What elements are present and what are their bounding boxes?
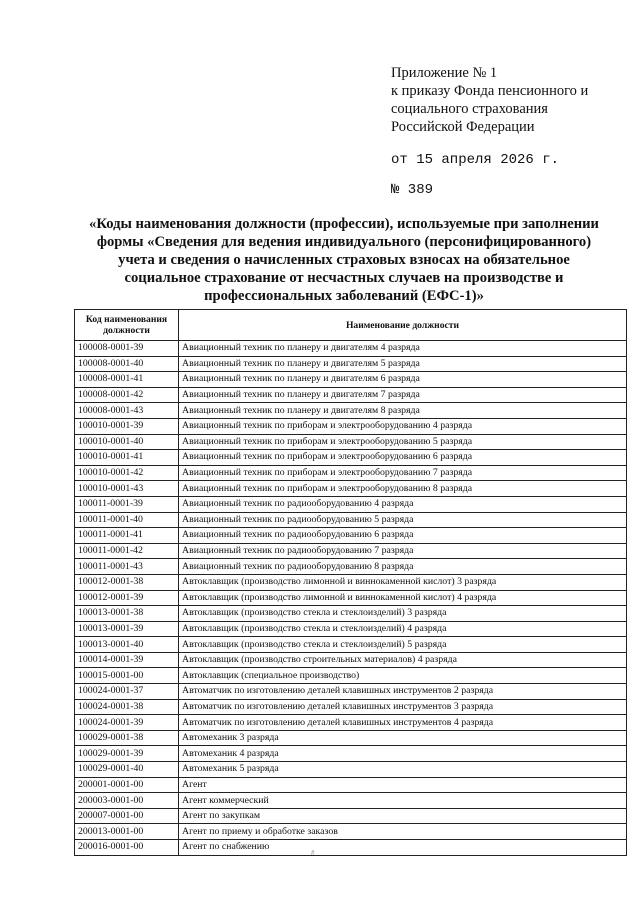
appendix-block [391, 64, 631, 136]
appendix-line: Приложение № 1 [391, 65, 498, 81]
table-row [75, 762, 627, 778]
code-cell: 100013-0001-40 [75, 637, 179, 653]
code-cell: 100011-0001-42 [75, 543, 179, 559]
name-cell: Автоклавщик (производство строительных материалов) 4 разряда [179, 652, 627, 668]
table-row [75, 621, 627, 637]
code-cell: 100011-0001-39 [75, 496, 179, 512]
code-cell: 100024-0001-39 [75, 715, 179, 731]
table-row [75, 418, 627, 434]
footer-mark: # [311, 849, 315, 857]
code-cell: 100029-0001-38 [75, 730, 179, 746]
title-line: учета и сведения о начисленных страховых взносах на обязательное [118, 252, 570, 268]
name-cell: Автоклавщик (производство лимонной и виннокаменной кислот) 3 разряда [179, 574, 627, 590]
name-cell: Агент по снабжению [179, 840, 627, 856]
appendix-line: социального страхования [391, 101, 548, 117]
name-cell: Авиационный техник по планеру и двигателям 4 разряда [179, 341, 627, 357]
table-row [75, 684, 627, 700]
code-cell: 100029-0001-40 [75, 762, 179, 778]
name-cell: Автоклавщик (производство стекла и стеклоизделий) 4 разряда [179, 621, 627, 637]
name-cell: Автоклавщик (производство лимонной и виннокаменной кислот) 4 разряда [179, 590, 627, 606]
code-cell: 100010-0001-41 [75, 450, 179, 466]
code-cell: 100008-0001-43 [75, 403, 179, 419]
code-cell: 100012-0001-39 [75, 590, 179, 606]
name-cell: Авиационный техник по радиооборудованию 7 разряда [179, 543, 627, 559]
code-cell: 200013-0001-00 [75, 824, 179, 840]
code-cell: 100008-0001-42 [75, 387, 179, 403]
table-row [75, 793, 627, 809]
code-cell: 100024-0001-38 [75, 699, 179, 715]
name-cell: Автоматчик по изготовлению деталей клавишных инструментов 2 разряда [179, 684, 627, 700]
table-row [75, 606, 627, 622]
code-cell: 100010-0001-39 [75, 418, 179, 434]
code-cell: 100008-0001-39 [75, 341, 179, 357]
table-row [75, 590, 627, 606]
code-cell: 100015-0001-00 [75, 668, 179, 684]
table-row [75, 450, 627, 466]
code-cell: 200001-0001-00 [75, 777, 179, 793]
title-line: профессиональных заболеваний (ЕФС-1)» [204, 288, 484, 304]
name-cell: Авиационный техник по приборам и электрооборудованию 4 разряда [179, 418, 627, 434]
table-row [75, 528, 627, 544]
table-row [75, 840, 627, 856]
code-cell: 200007-0001-00 [75, 808, 179, 824]
name-cell: Агент коммерческий [179, 793, 627, 809]
code-cell: 100013-0001-38 [75, 606, 179, 622]
table-row [75, 824, 627, 840]
code-cell: 100011-0001-40 [75, 512, 179, 528]
code-cell: 100011-0001-43 [75, 559, 179, 575]
header-name: Наименование должности [179, 310, 627, 341]
name-cell: Автоматчик по изготовлению деталей клавишных инструментов 3 разряда [179, 699, 627, 715]
header-code: Код наименования должности [75, 310, 179, 341]
table-row [75, 403, 627, 419]
table-header-row [75, 310, 627, 341]
name-cell: Авиационный техник по приборам и электрооборудованию 7 разряда [179, 465, 627, 481]
order-number: № 389 [391, 182, 434, 198]
table-row [75, 512, 627, 528]
document-title [70, 215, 618, 305]
appendix-line: к приказу Фонда пенсионного и [391, 83, 589, 99]
name-cell: Авиационный техник по приборам и электрооборудованию 5 разряда [179, 434, 627, 450]
table-row [75, 746, 627, 762]
name-cell: Автоклавщик (производство стекла и стеклоизделий) 5 разряда [179, 637, 627, 653]
title-line: формы «Сведения для ведения индивидуального (персонифицированного) [96, 234, 592, 250]
name-cell: Автомеханик 5 разряда [179, 762, 627, 778]
code-cell: 100010-0001-42 [75, 465, 179, 481]
table-row [75, 496, 627, 512]
table-row [75, 341, 627, 357]
table-row [75, 356, 627, 372]
name-cell: Агент по приему и обработке заказов [179, 824, 627, 840]
table-row [75, 387, 627, 403]
code-cell: 200016-0001-00 [75, 840, 179, 856]
name-cell: Автоклавщик (производство стекла и стеклоизделий) 3 разряда [179, 606, 627, 622]
name-cell: Авиационный техник по планеру и двигателям 5 разряда [179, 356, 627, 372]
table-row [75, 372, 627, 388]
table-row [75, 574, 627, 590]
table-row [75, 559, 627, 575]
name-cell: Авиационный техник по планеру и двигателям 8 разряда [179, 403, 627, 419]
table-row [75, 465, 627, 481]
code-cell: 100012-0001-38 [75, 574, 179, 590]
name-cell: Авиационный техник по радиооборудованию 6 разряда [179, 528, 627, 544]
code-cell: 100029-0001-39 [75, 746, 179, 762]
code-cell: 100008-0001-41 [75, 372, 179, 388]
table-row [75, 481, 627, 497]
name-cell: Автомеханик 4 разряда [179, 746, 627, 762]
table-row [75, 699, 627, 715]
table-row [75, 652, 627, 668]
table-row [75, 637, 627, 653]
table-row [75, 777, 627, 793]
appendix-line: Российской Федерации [391, 119, 535, 135]
table-row [75, 543, 627, 559]
name-cell: Автомеханик 3 разряда [179, 730, 627, 746]
table-row [75, 715, 627, 731]
code-cell: 100024-0001-37 [75, 684, 179, 700]
name-cell: Авиационный техник по радиооборудованию 5 разряда [179, 512, 627, 528]
code-cell: 100013-0001-39 [75, 621, 179, 637]
name-cell: Агент [179, 777, 627, 793]
name-cell: Автоматчик по изготовлению деталей клавишных инструментов 4 разряда [179, 715, 627, 731]
title-line: «Коды наименования должности (профессии), используемые при заполнении [89, 216, 599, 232]
table-row [75, 808, 627, 824]
name-cell: Авиационный техник по радиооборудованию 8 разряда [179, 559, 627, 575]
name-cell: Автоклавщик (специальное производство) [179, 668, 627, 684]
name-cell: Авиационный техник по планеру и двигателям 6 разряда [179, 372, 627, 388]
code-cell: 100008-0001-40 [75, 356, 179, 372]
table-row [75, 668, 627, 684]
code-cell: 100014-0001-39 [75, 652, 179, 668]
name-cell: Авиационный техник по приборам и электрооборудованию 8 разряда [179, 481, 627, 497]
table-body [75, 341, 627, 856]
code-cell: 100011-0001-41 [75, 528, 179, 544]
title-line: социальное страхование от несчастных случаев на производстве и [124, 270, 564, 286]
name-cell: Авиационный техник по планеру и двигателям 7 разряда [179, 387, 627, 403]
table-row [75, 730, 627, 746]
name-cell: Авиационный техник по радиооборудованию 4 разряда [179, 496, 627, 512]
positions-table [74, 309, 627, 856]
name-cell: Авиационный техник по приборам и электрооборудованию 6 разряда [179, 450, 627, 466]
name-cell: Агент по закупкам [179, 808, 627, 824]
code-cell: 200003-0001-00 [75, 793, 179, 809]
code-cell: 100010-0001-40 [75, 434, 179, 450]
code-cell: 100010-0001-43 [75, 481, 179, 497]
order-date: от 15 апреля 2026 г. [391, 152, 560, 168]
table-row [75, 434, 627, 450]
